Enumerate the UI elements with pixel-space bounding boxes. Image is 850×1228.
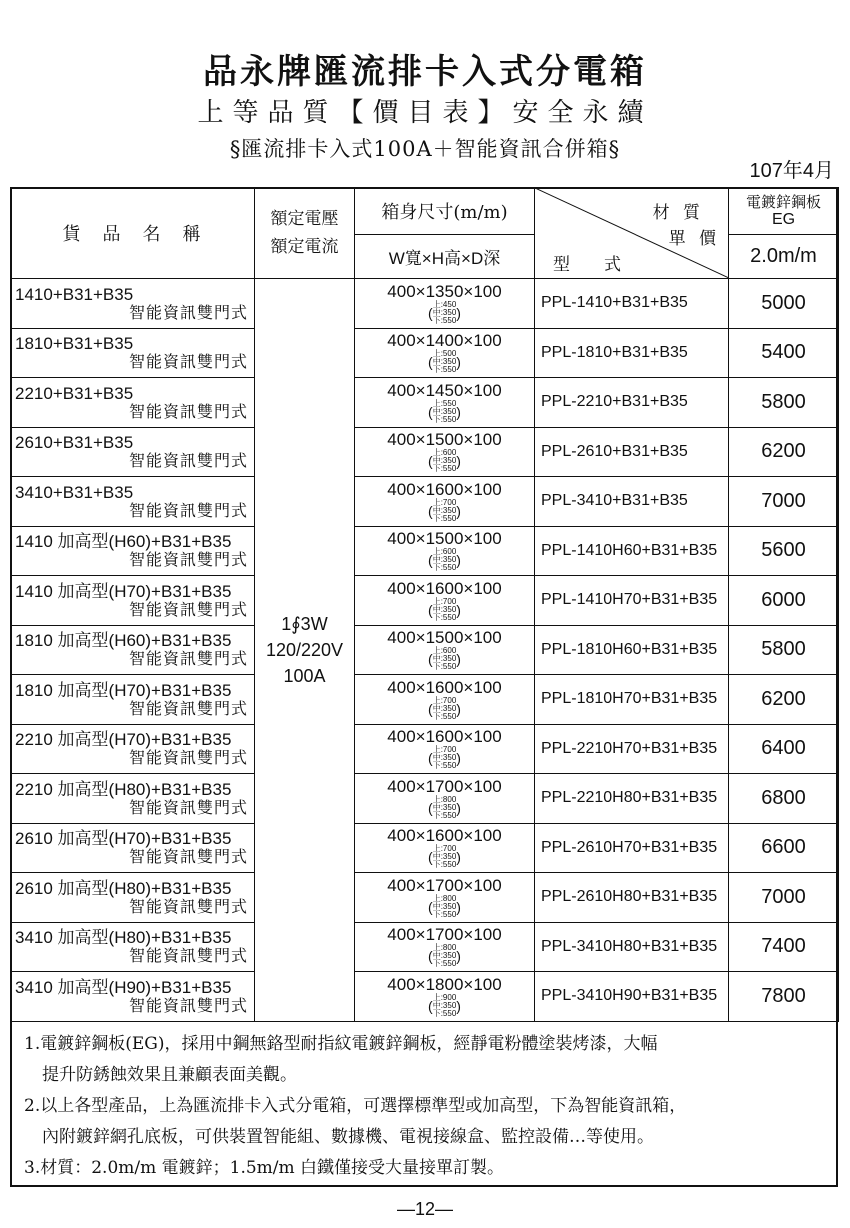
lower-height: 下:550 xyxy=(432,315,457,325)
model-code: PPL-1410H70+B31+B35 xyxy=(535,576,729,626)
section-heights xyxy=(433,647,457,671)
unit-price: 5000 xyxy=(729,279,839,329)
rating-voltage: 120/220V xyxy=(265,639,344,660)
unit-price: 7000 xyxy=(729,477,839,527)
upper-height: 上:700 xyxy=(432,844,457,854)
dimension-value: 400×1600×100 xyxy=(387,826,502,846)
header-unit-price: 單 價 xyxy=(668,229,720,249)
lower-height: 下:550 xyxy=(432,909,457,919)
product-name: 2610 加高型(H70)+B31+B35 xyxy=(15,829,232,849)
lower-height: 下:550 xyxy=(432,810,457,820)
product-sub-label: 智能資訊雙門式 xyxy=(128,698,248,718)
table-row xyxy=(11,724,839,774)
dimension-value: 400×1600×100 xyxy=(387,677,502,697)
price-table xyxy=(10,187,839,1022)
upper-height: 上:900 xyxy=(432,992,457,1002)
section-heights xyxy=(433,400,457,424)
dimension-cell: 400×1350×100 ( 上:450 中:350 下:550 ) xyxy=(355,279,535,329)
upper-height: 上:550 xyxy=(432,398,457,408)
table-row xyxy=(11,526,839,576)
product-name: 2610 加高型(H80)+B31+B35 xyxy=(15,878,232,898)
upper-height: 上:800 xyxy=(432,943,457,953)
page-subtitle: 上等品質【價目表】安全永續 xyxy=(197,98,653,128)
product-sub-label: 智能資訊雙門式 xyxy=(128,946,248,966)
dimension-cell: 400×1600×100 ( 上:700 中:350 下:550 ) xyxy=(355,724,535,774)
section-heights xyxy=(433,548,457,572)
upper-height: 上:600 xyxy=(432,646,457,656)
product-sub-label: 智能資訊雙門式 xyxy=(128,302,248,322)
product-name-cell xyxy=(11,526,255,576)
product-name-cell xyxy=(11,279,255,329)
upper-height: 上:800 xyxy=(432,893,457,903)
dimension-value: 400×1400×100 xyxy=(387,331,502,351)
middle-height: 中:350 xyxy=(432,654,457,664)
product-name: 1810+B31+B35 xyxy=(15,334,134,354)
rating-phase: 1∮3W xyxy=(281,613,328,634)
section-heights xyxy=(433,895,457,919)
unit-price: 6000 xyxy=(729,576,839,626)
dimension-cell: 400×1700×100 ( 上:800 中:350 下:550 ) xyxy=(355,873,535,923)
middle-height: 中:350 xyxy=(432,951,457,961)
lower-height: 下:550 xyxy=(432,612,457,622)
lower-height: 下:550 xyxy=(432,414,457,424)
table-row xyxy=(11,922,839,972)
price-date: 107年4月 xyxy=(749,160,834,182)
table-row xyxy=(11,972,839,1022)
product-sub-label: 智能資訊雙門式 xyxy=(128,797,248,817)
price-table-body xyxy=(11,279,839,1022)
header-eg xyxy=(729,188,839,235)
middle-height: 中:350 xyxy=(432,802,457,812)
lower-height: 下:550 xyxy=(432,365,457,375)
product-name: 1410+B31+B35 xyxy=(15,284,134,304)
product-name-cell xyxy=(11,576,255,626)
model-code: PPL-2610H70+B31+B35 xyxy=(535,823,729,873)
unit-price: 5600 xyxy=(729,526,839,576)
middle-height: 中:350 xyxy=(432,456,457,466)
middle-height: 中:350 xyxy=(432,357,457,367)
section-heights xyxy=(433,746,457,770)
middle-height: 中:350 xyxy=(432,505,457,515)
model-code: PPL-3410+B31+B35 xyxy=(535,477,729,527)
middle-height: 中:350 xyxy=(432,753,457,763)
upper-height: 上:600 xyxy=(432,448,457,458)
product-sub-label: 智能資訊雙門式 xyxy=(128,995,248,1015)
header-material: 材 質 xyxy=(652,203,704,223)
table-row xyxy=(11,279,839,329)
model-code: PPL-1410H60+B31+B35 xyxy=(535,526,729,576)
header-product-name: 貨 品 名 稱 xyxy=(11,188,255,279)
upper-height: 上:700 xyxy=(432,596,457,606)
product-name-cell xyxy=(11,427,255,477)
middle-height: 中:350 xyxy=(432,852,457,862)
section-heights xyxy=(433,697,457,721)
section-heights xyxy=(433,598,457,622)
dimension-value: 400×1600×100 xyxy=(387,578,502,598)
rating-current: 100A xyxy=(283,665,326,686)
note-2-line-1: 2.以上各型產品，上為匯流排卡入式分電箱，可選擇標準型或加高型，下為智能資訊箱， xyxy=(24,1096,687,1116)
header-size: 箱身尺寸(m/m) xyxy=(355,188,535,235)
section-heights xyxy=(433,350,457,374)
table-row xyxy=(11,873,839,923)
product-name-cell xyxy=(11,328,255,378)
unit-price: 5400 xyxy=(729,328,839,378)
dimension-cell: 400×1800×100 ( 上:900 中:350 下:550 ) xyxy=(355,972,535,1022)
product-sub-label: 智能資訊雙門式 xyxy=(128,550,248,570)
model-code: PPL-1810H60+B31+B35 xyxy=(535,625,729,675)
unit-price: 5800 xyxy=(729,625,839,675)
lower-height: 下:550 xyxy=(432,662,457,672)
model-code: PPL-1810+B31+B35 xyxy=(535,328,729,378)
product-sub-label: 智能資訊雙門式 xyxy=(128,401,248,421)
rating-cell xyxy=(255,279,355,1022)
dimension-cell: 400×1450×100 ( 上:550 中:350 下:550 ) xyxy=(355,378,535,428)
section-heights xyxy=(433,499,457,523)
dimension-cell: 400×1400×100 ( 上:500 中:350 下:550 ) xyxy=(355,328,535,378)
product-name-cell xyxy=(11,724,255,774)
product-name-cell xyxy=(11,823,255,873)
note-1-line-1: 1.電鍍鋅鋼板(EG)，採用中鋼無鉻型耐指紋電鍍鋅鋼板，經靜電粉體塗裝烤漆，大幅 xyxy=(24,1034,658,1054)
table-row xyxy=(11,675,839,725)
lower-height: 下:550 xyxy=(432,563,457,573)
unit-price: 7800 xyxy=(729,972,839,1022)
header-eg-line1: 電鍍鋅鋼板 xyxy=(745,192,821,211)
product-name-cell xyxy=(11,477,255,527)
header-thickness: 2.0m/m xyxy=(729,234,839,279)
product-name: 1410 加高型(H70)+B31+B35 xyxy=(15,581,232,601)
unit-price: 7400 xyxy=(729,922,839,972)
unit-price: 6200 xyxy=(729,675,839,725)
product-name-cell xyxy=(11,873,255,923)
notes-section xyxy=(10,1021,838,1187)
dimension-value: 400×1500×100 xyxy=(387,529,502,549)
product-sub-label: 智能資訊雙門式 xyxy=(128,847,248,867)
product-name: 2210 加高型(H70)+B31+B35 xyxy=(15,730,232,750)
table-row xyxy=(11,774,839,824)
product-sub-label: 智能資訊雙門式 xyxy=(128,352,248,372)
product-sub-label: 智能資訊雙門式 xyxy=(128,599,248,619)
product-sub-label: 智能資訊雙門式 xyxy=(128,500,248,520)
header-eg-line2: EG xyxy=(771,210,796,228)
header-rating-current: 額定電流 xyxy=(270,237,339,257)
table-row xyxy=(11,378,839,428)
model-code: PPL-1810H70+B31+B35 xyxy=(535,675,729,725)
dimension-value: 400×1500×100 xyxy=(387,628,502,648)
lower-height: 下:550 xyxy=(432,860,457,870)
product-name: 3410 加高型(H90)+B31+B35 xyxy=(15,977,232,997)
model-code: PPL-2610H80+B31+B35 xyxy=(535,873,729,923)
dimension-cell: 400×1500×100 ( 上:600 中:350 下:550 ) xyxy=(355,526,535,576)
middle-height: 中:350 xyxy=(432,703,457,713)
middle-height: 中:350 xyxy=(432,406,457,416)
dimension-value: 400×1800×100 xyxy=(387,974,502,994)
dimension-value: 400×1450×100 xyxy=(387,380,502,400)
upper-height: 上:700 xyxy=(432,497,457,507)
lower-height: 下:550 xyxy=(432,513,457,523)
unit-price: 6800 xyxy=(729,774,839,824)
product-name-cell xyxy=(11,774,255,824)
note-2-line-2: 內附鍍鋅網孔底板，可供裝置智能組、數據機、電視接線盒、監控設備…等使用。 xyxy=(42,1127,654,1147)
product-name: 2210+B31+B35 xyxy=(15,383,134,403)
upper-height: 上:800 xyxy=(432,794,457,804)
dimension-value: 400×1600×100 xyxy=(387,479,502,499)
note-3: 3.材質：2.0m/m 電鍍鋅；1.5m/m 白鐵僅接受大量接單訂製。 xyxy=(24,1158,505,1178)
unit-price: 5800 xyxy=(729,378,839,428)
dimension-cell: 400×1700×100 ( 上:800 中:350 下:550 ) xyxy=(355,922,535,972)
product-name: 3410+B31+B35 xyxy=(15,482,134,502)
model-code: PPL-2210H70+B31+B35 xyxy=(535,724,729,774)
table-row xyxy=(11,427,839,477)
lower-height: 下:550 xyxy=(432,711,457,721)
model-code: PPL-2610+B31+B35 xyxy=(535,427,729,477)
page-subtitle-series: §匯流排卡入式100A＋智能資訊合併箱§ xyxy=(229,137,621,161)
dimension-value: 400×1700×100 xyxy=(387,875,502,895)
model-code: PPL-1410+B31+B35 xyxy=(535,279,729,329)
middle-height: 中:350 xyxy=(432,901,457,911)
model-code: PPL-2210+B31+B35 xyxy=(535,378,729,428)
table-row xyxy=(11,823,839,873)
product-name-cell xyxy=(11,625,255,675)
dimension-value: 400×1350×100 xyxy=(387,281,502,301)
table-row xyxy=(11,625,839,675)
unit-price: 6400 xyxy=(729,724,839,774)
product-name-cell xyxy=(11,922,255,972)
unit-price: 6600 xyxy=(729,823,839,873)
upper-height: 上:700 xyxy=(432,695,457,705)
dimension-value: 400×1500×100 xyxy=(387,430,502,450)
product-name: 1410 加高型(H60)+B31+B35 xyxy=(15,532,232,552)
product-name: 2610+B31+B35 xyxy=(15,433,134,453)
model-code: PPL-3410H80+B31+B35 xyxy=(535,922,729,972)
lower-height: 下:550 xyxy=(432,464,457,474)
unit-price: 6200 xyxy=(729,427,839,477)
header-material-model xyxy=(535,188,729,279)
product-sub-label: 智能資訊雙門式 xyxy=(128,896,248,916)
middle-height: 中:350 xyxy=(432,1000,457,1010)
page-number: —12— xyxy=(396,1199,454,1219)
upper-height: 上:450 xyxy=(432,299,457,309)
product-name-cell xyxy=(11,378,255,428)
dimension-cell: 400×1600×100 ( 上:700 中:350 下:550 ) xyxy=(355,823,535,873)
upper-height: 上:500 xyxy=(432,349,457,359)
dimension-cell: 400×1600×100 ( 上:700 中:350 下:550 ) xyxy=(355,675,535,725)
lower-height: 下:550 xyxy=(432,1008,457,1018)
header-model-type: 型 式 xyxy=(553,255,621,275)
dimension-value: 400×1600×100 xyxy=(387,727,502,747)
dimension-cell: 400×1600×100 ( 上:700 中:350 下:550 ) xyxy=(355,477,535,527)
table-row xyxy=(11,576,839,626)
section-heights xyxy=(433,449,457,473)
section-heights xyxy=(433,994,457,1018)
header-size-wxhxd: W寬×H高×D深 xyxy=(355,234,535,279)
product-sub-label: 智能資訊雙門式 xyxy=(128,649,248,669)
product-name: 3410 加高型(H80)+B31+B35 xyxy=(15,928,232,948)
dimension-cell: 400×1600×100 ( 上:700 中:350 下:550 ) xyxy=(355,576,535,626)
middle-height: 中:350 xyxy=(432,604,457,614)
page-title: 品永牌匯流排卡入式分電箱 xyxy=(203,52,647,92)
middle-height: 中:350 xyxy=(432,555,457,565)
section-heights xyxy=(433,796,457,820)
dimension-cell: 400×1500×100 ( 上:600 中:350 下:550 ) xyxy=(355,625,535,675)
section-heights xyxy=(433,301,457,325)
header-rating xyxy=(255,188,355,279)
section-heights xyxy=(433,944,457,968)
table-row xyxy=(11,477,839,527)
header-rating-voltage: 額定電壓 xyxy=(270,209,339,229)
model-code: PPL-2210H80+B31+B35 xyxy=(535,774,729,824)
product-name: 2210 加高型(H80)+B31+B35 xyxy=(15,779,232,799)
dimension-value: 400×1700×100 xyxy=(387,925,502,945)
product-name-cell xyxy=(11,972,255,1022)
dimension-cell: 400×1500×100 ( 上:600 中:350 下:550 ) xyxy=(355,427,535,477)
lower-height: 下:550 xyxy=(432,959,457,969)
upper-height: 上:600 xyxy=(432,547,457,557)
product-name-cell xyxy=(11,675,255,725)
middle-height: 中:350 xyxy=(432,307,457,317)
section-heights xyxy=(433,845,457,869)
unit-price: 7000 xyxy=(729,873,839,923)
table-row xyxy=(11,328,839,378)
note-1-line-2: 提升防銹蝕效果且兼顧表面美觀。 xyxy=(42,1065,297,1085)
upper-height: 上:700 xyxy=(432,745,457,755)
dimension-value: 400×1700×100 xyxy=(387,776,502,796)
model-code: PPL-3410H90+B31+B35 xyxy=(535,972,729,1022)
lower-height: 下:550 xyxy=(432,761,457,771)
dimension-cell: 400×1700×100 ( 上:800 中:350 下:550 ) xyxy=(355,774,535,824)
product-name: 1810 加高型(H60)+B31+B35 xyxy=(15,631,232,651)
product-sub-label: 智能資訊雙門式 xyxy=(128,451,248,471)
product-sub-label: 智能資訊雙門式 xyxy=(128,748,248,768)
product-name: 1810 加高型(H70)+B31+B35 xyxy=(15,680,232,700)
